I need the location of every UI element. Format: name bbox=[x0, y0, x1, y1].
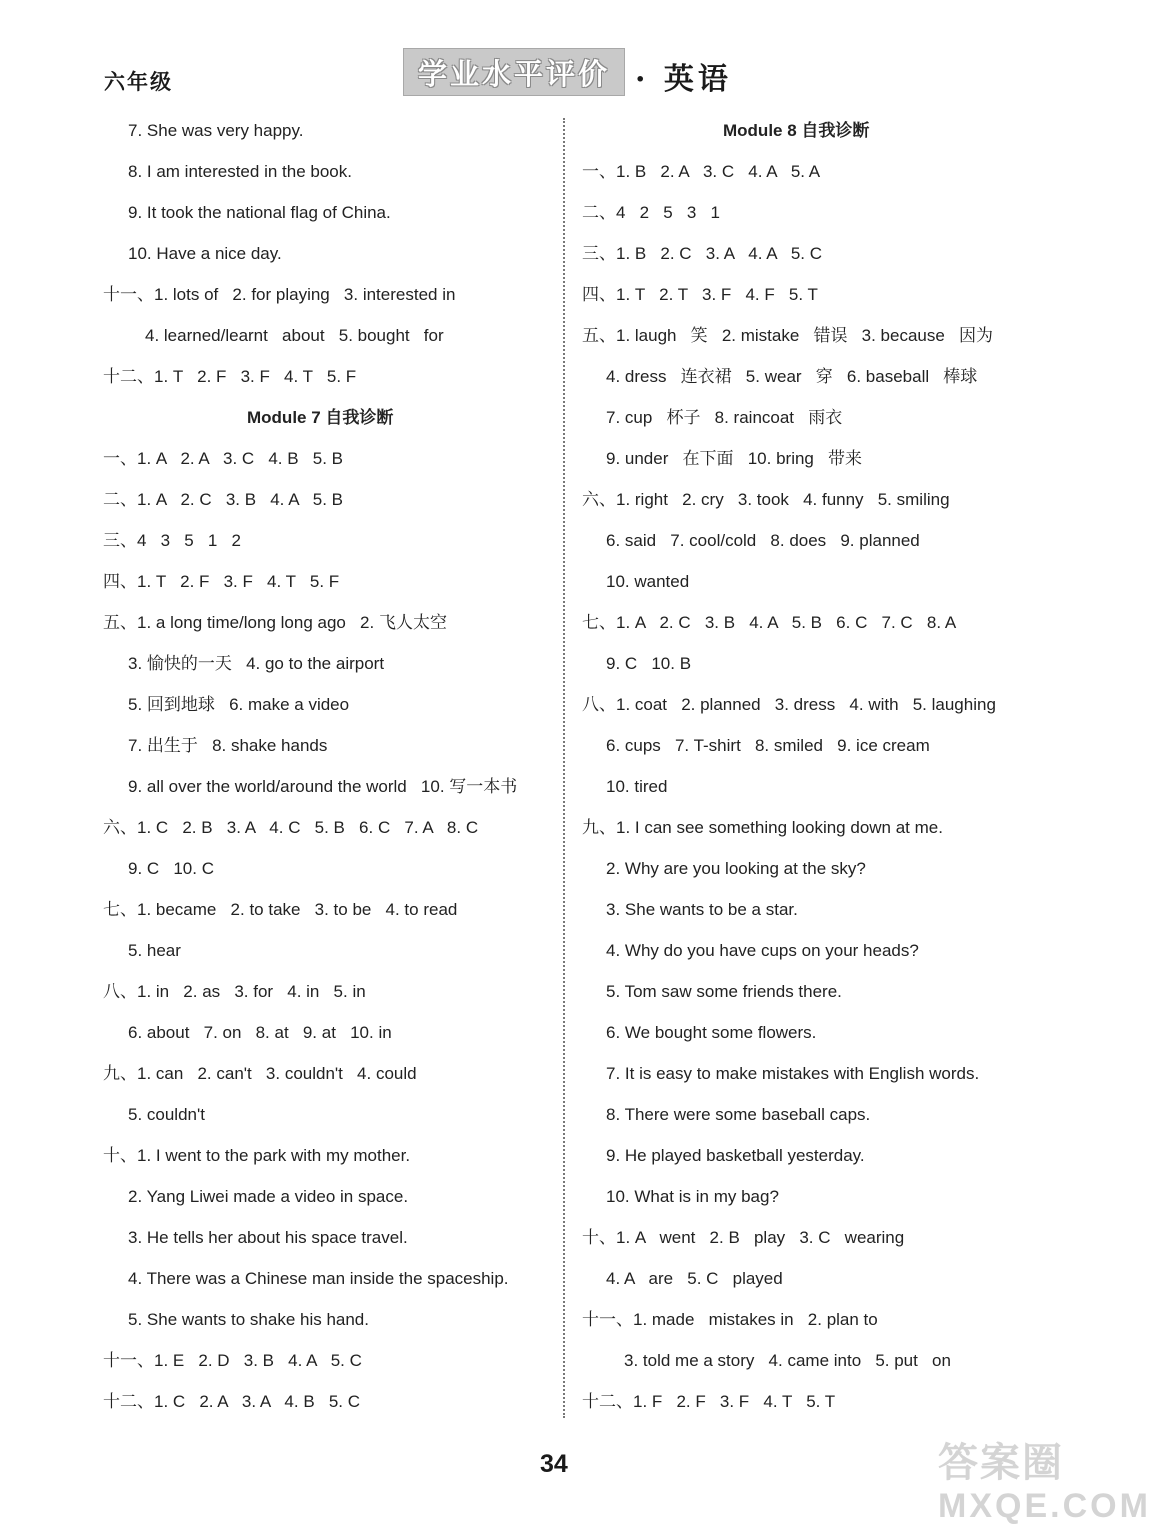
answer-line: 5. She wants to shake his hand. bbox=[128, 1310, 369, 1329]
answer-line: 六、1. right 2. cry 3. took 4. funny 5. smiling bbox=[582, 490, 950, 509]
answer-line: 七、1. A 2. C 3. B 4. A 5. B 6. C 7. C 8. A bbox=[582, 613, 957, 632]
answer-line: 2. Why are you looking at the sky? bbox=[606, 859, 866, 878]
answer-line: 10. Have a nice day. bbox=[128, 244, 282, 263]
answer-line: 6. We bought some flowers. bbox=[606, 1023, 817, 1042]
answer-line: 6. said 7. cool/cold 8. does 9. planned bbox=[606, 531, 920, 550]
answer-line: 10. tired bbox=[606, 777, 668, 796]
answer-line: 3. He tells her about his space travel. bbox=[128, 1228, 408, 1247]
answer-line: 一、1. A 2. A 3. C 4. B 5. B bbox=[103, 449, 344, 468]
answer-line: 9. under 在下面 10. bring 带来 bbox=[606, 449, 863, 468]
answer-line: 十二、1. C 2. A 3. A 4. B 5. C bbox=[103, 1392, 361, 1411]
answer-line: 十二、1. F 2. F 3. F 4. T 5. T bbox=[582, 1392, 836, 1411]
answer-line: 10. What is in my bag? bbox=[606, 1187, 779, 1206]
answer-line: 10. wanted bbox=[606, 572, 690, 591]
answer-line: 4. A are 5. C played bbox=[606, 1269, 783, 1288]
answer-line: 9. all over the world/around the world 10. 写一本书 bbox=[128, 777, 518, 796]
answer-line: 5. hear bbox=[128, 941, 181, 960]
answer-line: 六、1. C 2. B 3. A 4. C 5. B 6. C 7. A 8. C bbox=[103, 818, 479, 837]
answer-line: 十一、1. lots of 2. for playing 3. interested in bbox=[103, 285, 456, 304]
answer-line: 七、1. became 2. to take 3. to be 4. to read bbox=[103, 900, 458, 919]
answer-line: 4. There was a Chinese man inside the spaceship. bbox=[128, 1269, 509, 1288]
answer-line: 五、1. a long time/long long ago 2. 飞人太空 bbox=[103, 613, 447, 632]
answer-line: 十二、1. T 2. F 3. F 4. T 5. F bbox=[103, 367, 357, 386]
answer-line: 9. C 10. C bbox=[128, 859, 214, 878]
answer-line: 十一、1. E 2. D 3. B 4. A 5. C bbox=[103, 1351, 362, 1370]
answer-line: 八、1. coat 2. planned 3. dress 4. with 5. laughing bbox=[582, 695, 996, 714]
section-heading: Module 7 自我诊断 bbox=[247, 408, 394, 427]
answer-line: 十一、1. made mistakes in 2. plan to bbox=[582, 1310, 878, 1329]
answer-line: 7. She was very happy. bbox=[128, 121, 304, 140]
answer-line: 5. couldn't bbox=[128, 1105, 205, 1124]
answer-line: 7. cup 杯子 8. raincoat 雨衣 bbox=[606, 408, 843, 427]
answer-line: 九、1. can 2. can't 3. couldn't 4. could bbox=[103, 1064, 417, 1083]
section-heading: Module 8 自我诊断 bbox=[723, 121, 870, 140]
answer-line: 7. 出生于 8. shake hands bbox=[128, 736, 328, 755]
answer-line: 8. I am interested in the book. bbox=[128, 162, 352, 181]
answer-line: 3. She wants to be a star. bbox=[606, 900, 798, 919]
subject-label: · 英语 bbox=[635, 62, 732, 97]
answer-line: 二、1. A 2. C 3. B 4. A 5. B bbox=[103, 490, 344, 509]
column-divider bbox=[563, 118, 565, 1418]
answer-line: 十、1. A went 2. B play 3. C wearing bbox=[582, 1228, 905, 1247]
watermark-bottom-text: MXQE.COM bbox=[938, 1487, 1151, 1525]
page-header bbox=[0, 0, 1120, 110]
grade-label: 六年级 bbox=[104, 69, 173, 94]
watermark-top-text: 答案圈 bbox=[938, 1441, 1064, 1485]
answer-line: 4. dress 连衣裙 5. wear 穿 6. baseball 棒球 bbox=[606, 367, 978, 386]
answer-line: 3. 愉快的一天 4. go to the airport bbox=[128, 654, 385, 673]
answer-line: 5. 回到地球 6. make a video bbox=[128, 695, 350, 714]
answer-line: 3. told me a story 4. came into 5. put on bbox=[624, 1351, 951, 1370]
answer-line: 二、4 2 5 3 1 bbox=[582, 203, 720, 222]
answer-line: 三、1. B 2. C 3. A 4. A 5. C bbox=[582, 244, 823, 263]
answer-line: 9. It took the national flag of China. bbox=[128, 203, 391, 222]
answer-line: 6. cups 7. T-shirt 8. smiled 9. ice cream bbox=[606, 736, 930, 755]
answer-line: 三、4 3 5 1 2 bbox=[103, 531, 241, 550]
answer-line: 9. C 10. B bbox=[606, 654, 692, 673]
answer-line: 4. Why do you have cups on your heads? bbox=[606, 941, 919, 960]
answer-line: 九、1. I can see something looking down at me. bbox=[582, 818, 943, 837]
answer-line: 十、1. I went to the park with my mother. bbox=[103, 1146, 411, 1165]
answer-line: 7. It is easy to make mistakes with English words. bbox=[606, 1064, 980, 1083]
page-number: 34 bbox=[540, 1450, 568, 1478]
answer-line: 9. He played basketball yesterday. bbox=[606, 1146, 865, 1165]
answer-line: 四、1. T 2. T 3. F 4. F 5. T bbox=[582, 285, 818, 304]
title-banner: 学业水平评价 bbox=[403, 48, 625, 96]
answer-line: 五、1. laugh 笑 2. mistake 错误 3. because 因为 bbox=[582, 326, 993, 345]
answer-line: 4. learned/learnt about 5. bought for bbox=[145, 326, 444, 345]
answer-line: 一、1. B 2. A 3. C 4. A 5. A bbox=[582, 162, 821, 181]
answer-line: 8. There were some baseball caps. bbox=[606, 1105, 871, 1124]
answer-line: 四、1. T 2. F 3. F 4. T 5. F bbox=[103, 572, 340, 591]
answer-line: 八、1. in 2. as 3. for 4. in 5. in bbox=[103, 982, 366, 1001]
answer-line: 5. Tom saw some friends there. bbox=[606, 982, 842, 1001]
answer-line: 6. about 7. on 8. at 9. at 10. in bbox=[128, 1023, 392, 1042]
answer-line: 2. Yang Liwei made a video in space. bbox=[128, 1187, 409, 1206]
watermark-logo bbox=[938, 1440, 1151, 1526]
